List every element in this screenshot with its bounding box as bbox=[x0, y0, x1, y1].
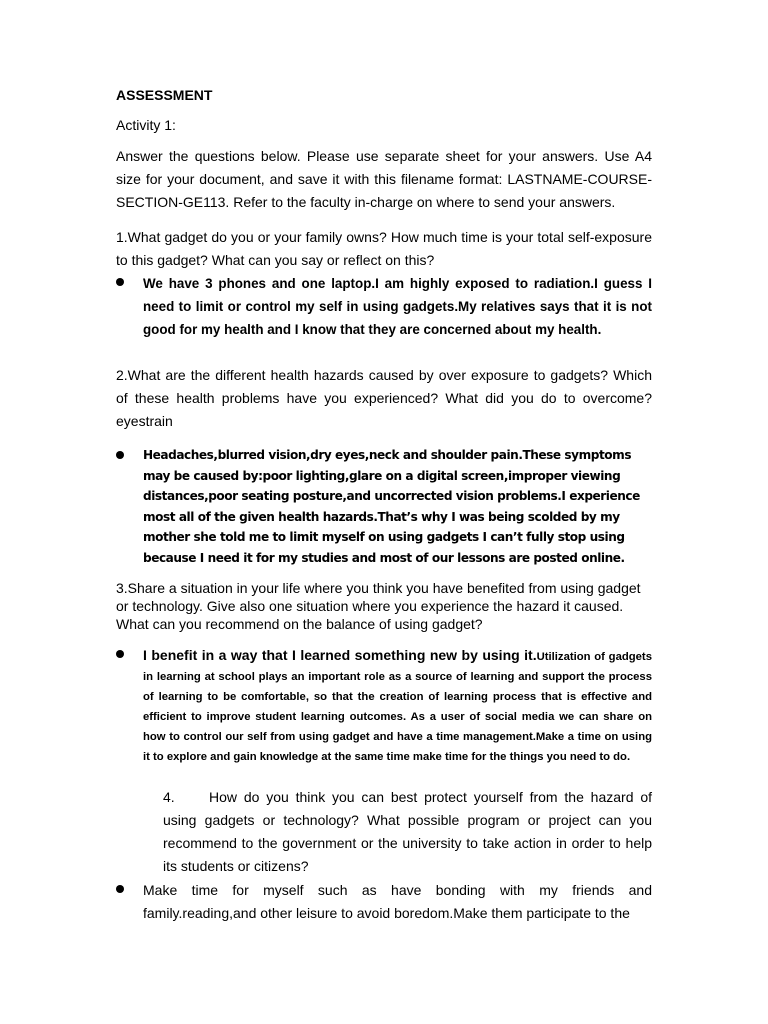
answer-1-text: We have 3 phones and one laptop.I am highly exposed to radiation.I guess I need to limit or control my self in using gadgets.My relatives says that it is not good for my health and I know that they are concerned about my health. bbox=[143, 276, 652, 337]
answer-4-text: Make time for myself such as have bonding with my friends and family.reading,and other leisure to avoid boredom.Make them participate to the bbox=[143, 882, 652, 921]
bullet-icon bbox=[116, 451, 124, 459]
answer-3-text bbox=[143, 645, 652, 767]
activity-label: Activity 1: bbox=[116, 117, 176, 133]
answer-3 bbox=[116, 645, 652, 767]
bullet-icon bbox=[116, 278, 124, 286]
answer-2-text: Headaches,blurred vision,dry eyes,neck and shoulder pain.These symptoms may be caused by:poor lighting,glare on a digital screen,improper viewing distances,poor seating posture,and uncorrected vision problems.I experience most all of the given health hazards.That’s why I was being scolded by my mother she told me to limit myself on using gadgets I can’t fully stop using because I need it for my studies and most of our lessons are posted online. bbox=[143, 448, 640, 565]
answer-3-rest: Utilization of gadgets in learning at school plays an important role as a source of learning and support the process of learning to be comfortable, so that the creation of learning process that is effective and efficient to improve student learning outcomes. As a user of social media we can share on how to control our self from using gadget and have a time management.Make a time on using it to explore and gain knowledge at the same time make time for the things you need to do. bbox=[143, 651, 652, 763]
answer-1 bbox=[116, 272, 652, 341]
bullet-icon bbox=[116, 650, 124, 658]
question-4-number: 4. bbox=[163, 789, 175, 805]
page-heading: ASSESSMENT bbox=[116, 87, 213, 103]
answer-3-lead: I benefit in a way that I learned something new by using it. bbox=[143, 647, 537, 663]
question-4-text: How do you think you can best protect yourself from the hazard of using gadgets or technology? What possible program or project can you recommend to the government or the university to take action in order to help its students or citizens? bbox=[163, 789, 652, 874]
question-3: 3.Share a situation in your life where you think you have benefited from using gadget or technology. Give also one situation where you experience the hazard it caused. What can you recommend on the balance of using gadget? bbox=[116, 580, 641, 632]
question-4 bbox=[163, 786, 652, 878]
instructions-paragraph: Answer the questions below. Please use separate sheet for your answers. Use A4 size for your document, and save it with this filename format: LASTNAME-COURSE-SECTION-GE113. Refer to the faculty in-charge on where to send your answers. bbox=[116, 148, 652, 210]
question-2: 2.What are the different health hazards caused by over exposure to gadgets? Which of these health problems have you experienced? What did you do to overcome?eyestrain bbox=[116, 367, 652, 429]
bullet-icon bbox=[116, 885, 124, 893]
question-1: 1.What gadget do you or your family owns? How much time is your total self-exposure to this gadget? What can you say or reflect on this? bbox=[116, 229, 652, 268]
answer-4 bbox=[116, 879, 652, 925]
answer-2 bbox=[116, 445, 652, 569]
